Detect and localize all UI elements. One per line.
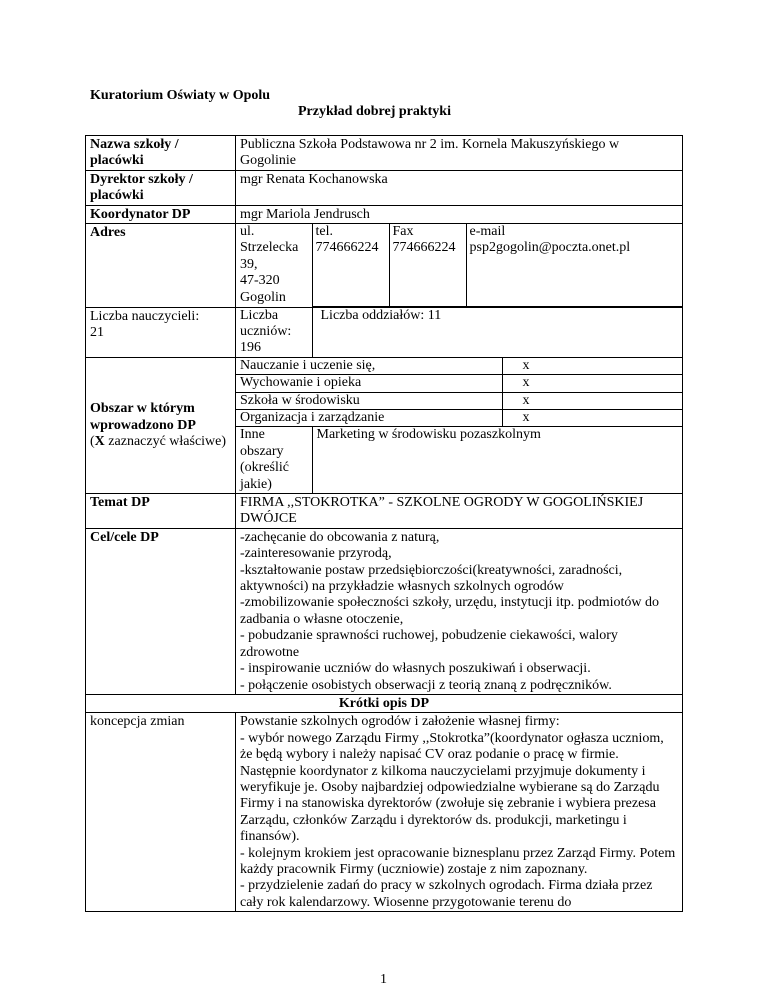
concept-paragraph: - kolejnym krokiem jest opracowanie biznesplanu przez Zarząd Firmy. Potem każdy pracownik Firmy (uczniowie) zostaje z nim zapoznany. [240, 845, 676, 877]
row-concept [86, 713, 683, 912]
students-label-2: uczniów: [240, 323, 292, 339]
area-x-mark: X [94, 434, 105, 450]
concept-paragraph: - przydzielenie zadań do pracy w szkolnych ogrodach. Firma działa przez cały rok kalendarzowy. Wiosenne przygotowanie terenu do [240, 878, 653, 910]
page-number: 1 [380, 972, 387, 987]
address-street-no: 39, [240, 256, 258, 272]
area-other-value: Marketing w środowisku pozaszkolnym [316, 427, 541, 443]
row-counts [86, 307, 683, 357]
tel-label: tel. [315, 224, 333, 240]
label-concept: koncepcja zmian [86, 713, 236, 912]
label-topic: Temat DP [86, 494, 236, 529]
area-item-text: Wychowanie i opieka [236, 375, 502, 392]
address-street-label: ul. [240, 224, 255, 240]
goal-item: - połączenie osobistych obserwacji z teorią znaną z podręczników. [240, 677, 612, 693]
row-director [86, 170, 683, 205]
area-item-mark: x [502, 358, 682, 375]
concept-paragraph: Powstanie szkolnych ogrodów i założenie własnej firmy: [240, 714, 560, 730]
counts-table [236, 308, 682, 357]
value-director: mgr Renata Kochanowska [236, 170, 683, 205]
row-area [86, 357, 683, 493]
label-goals: Cel/cele DP [86, 528, 236, 694]
area-item-text: Organizacja i zarządzanie [236, 410, 502, 427]
area-other-label-3: (określić [240, 460, 289, 476]
area-other-label-4: jakie) [240, 476, 272, 492]
students-value: 196 [240, 340, 261, 356]
row-topic [86, 494, 683, 529]
label-coordinator: Koordynator DP [86, 205, 236, 223]
header-authority: Kuratorium Oświaty w Opolu [90, 88, 271, 103]
area-item-mark: x [502, 375, 682, 392]
goal-item: -zainteresowanie przyrodą, [240, 546, 392, 562]
classes-count: Liczba oddziałów: 11 [320, 307, 442, 323]
address-city: Gogolin [240, 289, 286, 305]
goal-item: - pobudzanie sprawności ruchowej, pobudzenie ciekawości, walory zdrowotne [240, 628, 618, 660]
email-label: e-mail [469, 224, 506, 240]
address-street-name: Strzelecka [240, 240, 299, 256]
area-item-mark: x [502, 392, 682, 409]
area-open-paren: ( [90, 434, 95, 450]
label-area: Obszar w którym wprowadzono DP [90, 401, 196, 433]
area-item-text: Szkoła w środowisku [236, 392, 502, 409]
label-teachers: Liczba nauczycieli: [90, 308, 200, 324]
practice-table [85, 135, 683, 912]
fax-value: 774666224 [392, 240, 456, 256]
goal-item: -zmobilizowanie społeczności szkoły, urzędu, instytucji itp. podmiotów do zadbania o własne otoczenie, [240, 595, 660, 627]
area-item-mark: x [502, 410, 682, 427]
area-other-label-1: Inne [240, 427, 265, 443]
header-subtitle: Przykład dobrej praktyki [298, 104, 451, 119]
label-school: Nazwa szkoły / placówki [86, 136, 236, 171]
goals-list [236, 528, 683, 694]
label-address: Adres [86, 224, 236, 308]
label-director: Dyrektor szkoły / placówki [86, 170, 236, 205]
concept-paragraph: - wybór nowego Zarządu Firmy ,,Stokrotka”(koordynator ogłasza uczniom, że będą wybory i należy napisać CV oraz podanie o pracę w firmie. Następnie koordynator z kilkoma nauczycielami przyjmuje dokumenty i weryfikuje je. Osoby najbardziej odpowiedzialne wybierane są do Zarządu Firmy i na stanowiska dyrektorów (zwołuje się zebranie i wybiera prezesa Zarządu, członków Zarządu i dyrektorów ds. produkcji, marketingu i finansów). [240, 730, 664, 845]
address-postal: 47-320 [240, 273, 280, 289]
area-instruction: zaznaczyć właściwe) [104, 434, 227, 450]
goal-item: -zachęcanie do obcowania z naturą, [240, 529, 440, 545]
area-item-text: Nauczanie i uczenie się, [236, 358, 502, 375]
row-school [86, 136, 683, 171]
fax-label: Fax [392, 224, 414, 240]
tel-value: 774666224 [315, 240, 379, 256]
row-goals [86, 528, 683, 694]
area-other-label-2: obszary [240, 443, 284, 459]
goal-item: -kształtowanie postaw przedsiębiorczości(kreatywności, zaradności, aktywności) na przykładzie własnych szkolnych ogrodów [240, 562, 623, 595]
address-table [236, 224, 682, 307]
students-label-1: Liczba [240, 307, 279, 323]
value-coordinator: mgr Mariola Jendrusch [236, 205, 683, 223]
value-school: Publiczna Szkoła Podstawowa nr 2 im. Kornela Makuszyńskiego w Gogolinie [236, 136, 683, 171]
row-coordinator [86, 205, 683, 223]
concept-text [236, 713, 683, 912]
row-short-desc [86, 694, 683, 712]
row-address [86, 224, 683, 308]
value-topic: FIRMA ,,STOKROTKA” - SZKOLNE OGRODY W GOGOLIŃSKIEJ DWÓJCE [236, 494, 683, 529]
value-teachers: 21 [90, 324, 104, 340]
area-table [236, 358, 682, 493]
short-desc-title: Krótki opis DP [86, 694, 683, 712]
email-value: psp2gogolin@poczta.onet.pl [469, 240, 631, 256]
goal-item: - inspirowanie uczniów do własnych poszukiwań i obserwacji. [240, 661, 591, 677]
